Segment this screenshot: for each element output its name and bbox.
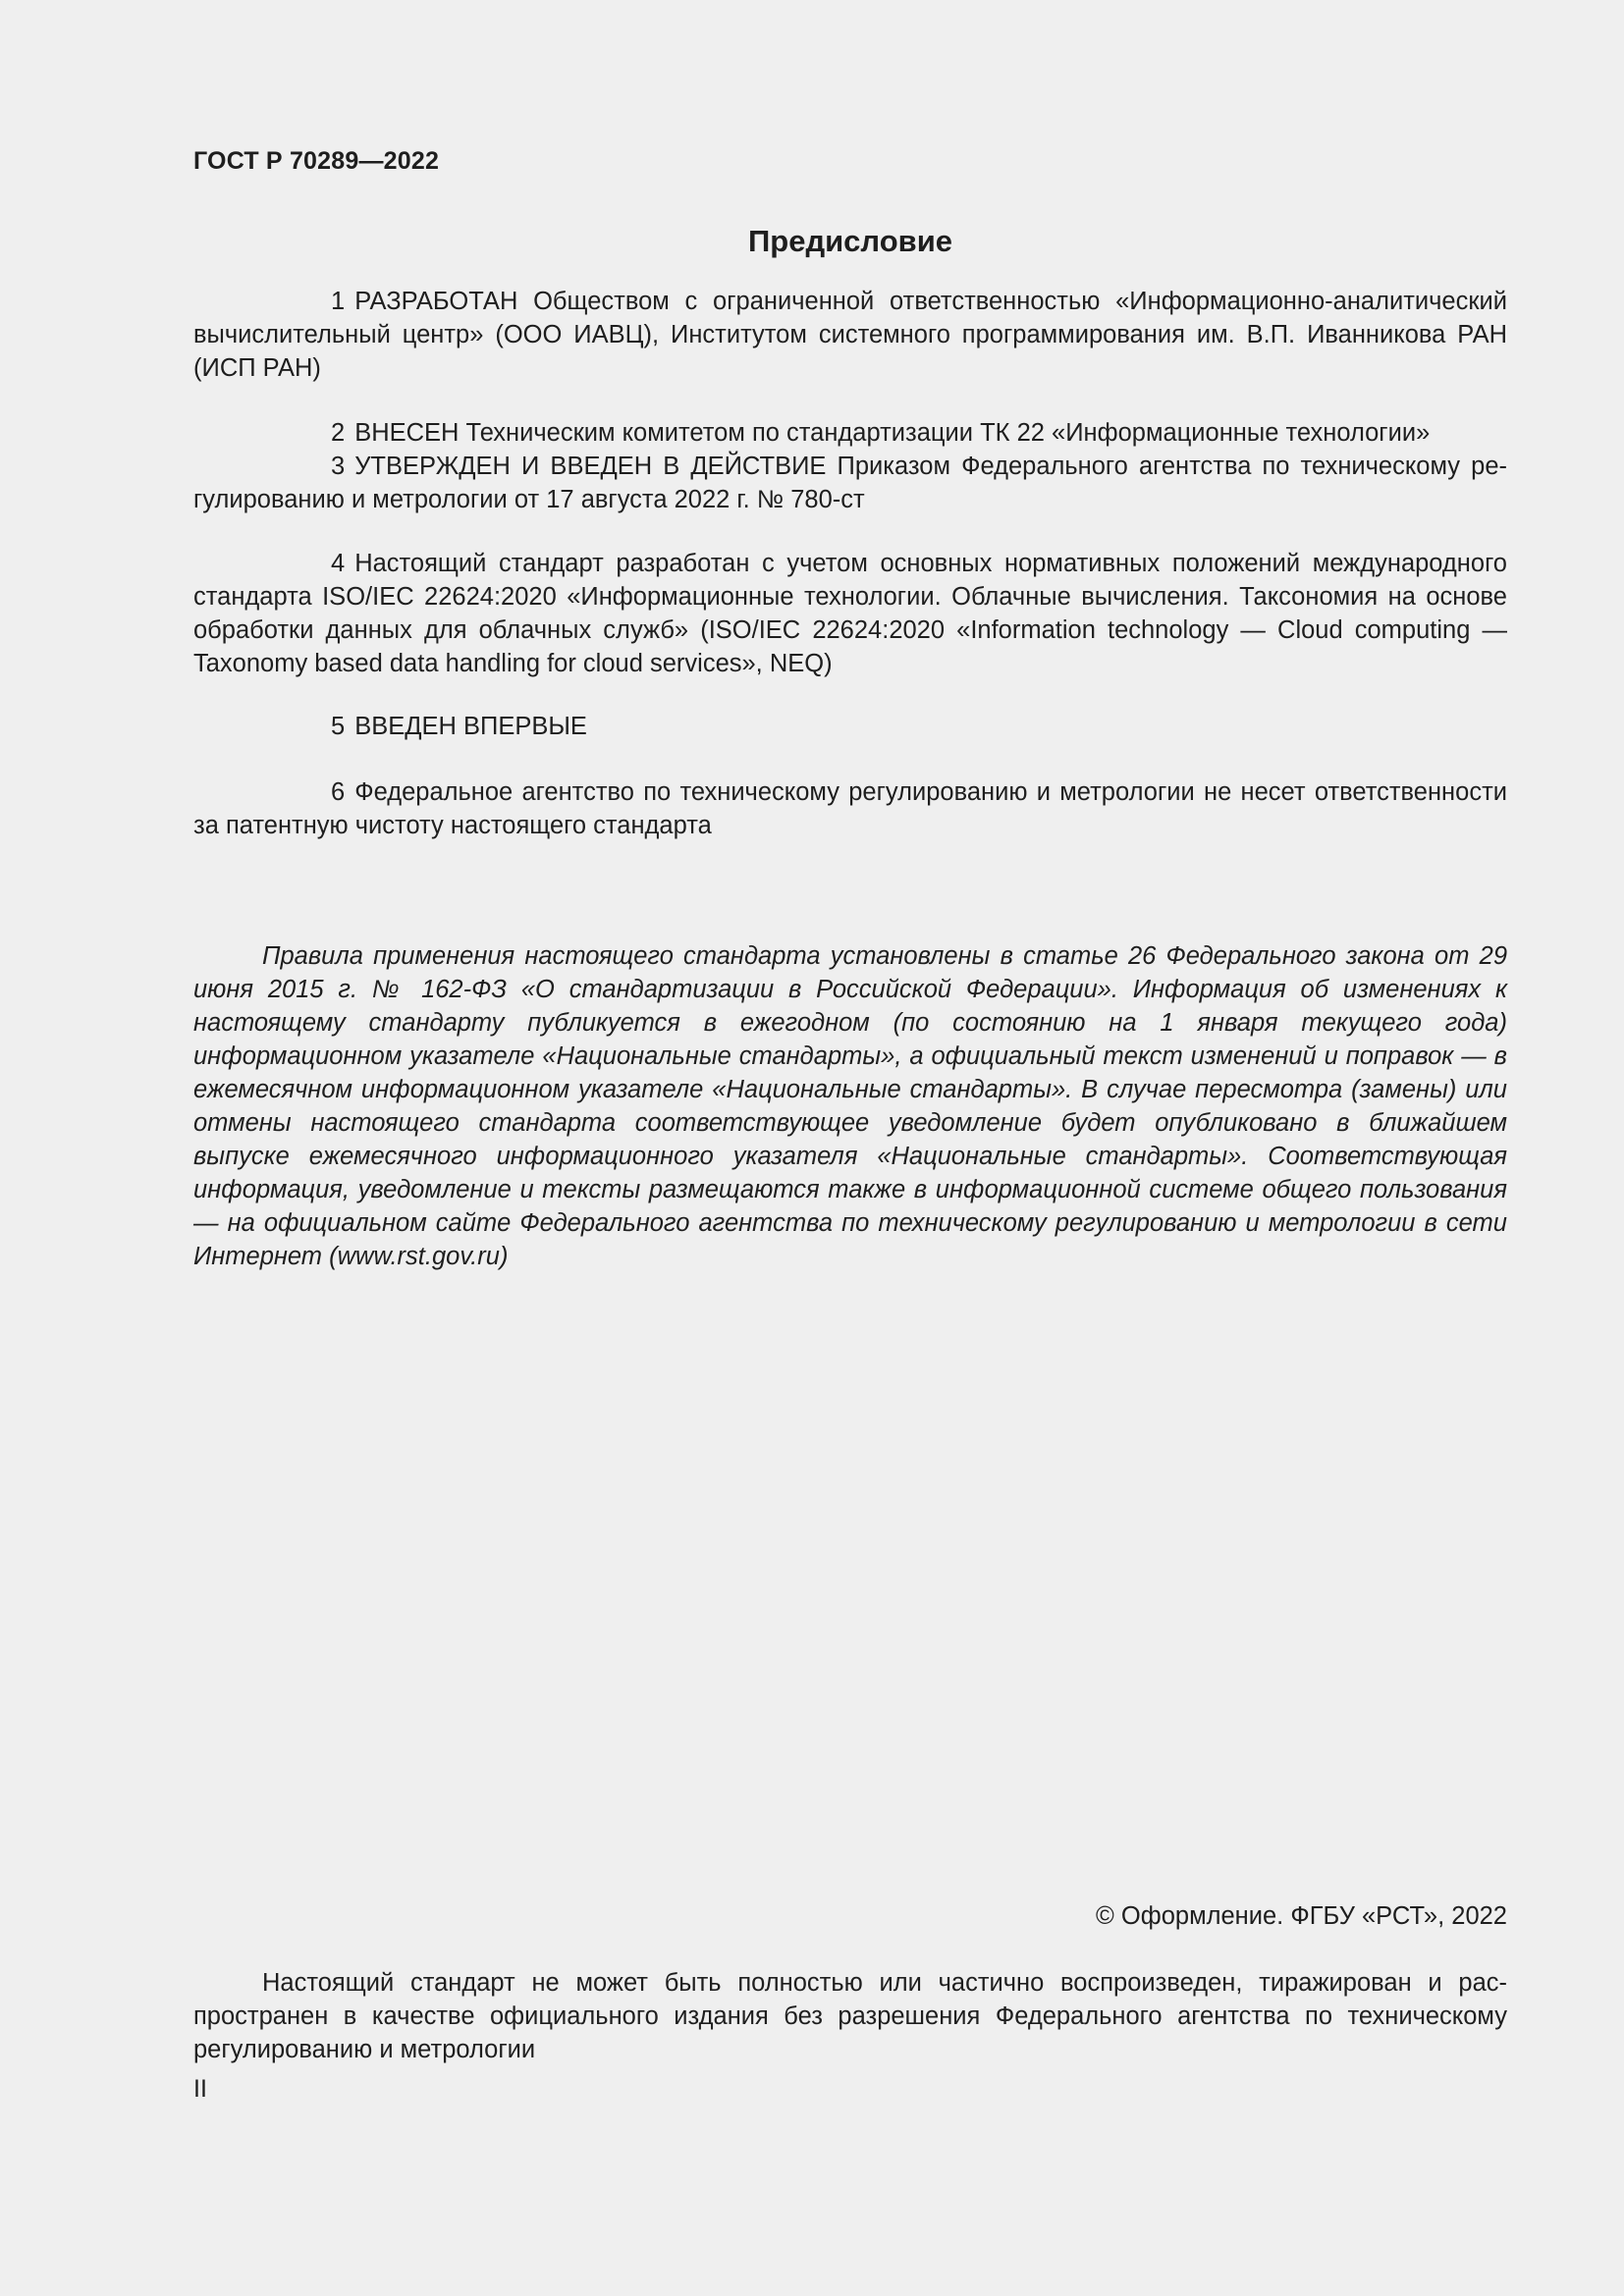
preface-item-5 — [193, 710, 1507, 743]
preface-item-number: 1 — [331, 288, 346, 315]
preface-item-4 — [193, 547, 1507, 680]
preface-item-number: 4 — [331, 550, 346, 577]
preface-item-3 — [193, 450, 1507, 516]
preface-item-number: 2 — [331, 419, 346, 447]
preface-item-text: УТВЕРЖДЕН И ВВЕДЕН В ДЕЙСТВИЕ Приказом Федерального агентства по техническому регулированию и метрологии от 17 августа 2022 г. № 780-ст — [193, 453, 1507, 513]
document-page — [193, 0, 1507, 2296]
preface-item-2 — [193, 416, 1507, 450]
preface-item-1 — [193, 285, 1507, 385]
preface-item-number: 3 — [331, 453, 346, 480]
application-rules-notice: Правила применения настоящего стандарта установлены в статье 26 Федерального закона от 29 июня 2015 г. № 162-ФЗ «О стандартизации в Российской Федерации». Информация об изменениях к настоящему стандарту публикуется в ежегодном (по состоянию на 1 января текущего года) информационном указателе «Национальные стандарты», а официальный текст изменений и поправок — в ежемесячном информационном указателе «Национальные стандарты». В случае пересмотра (замены) или отмены настоящего стандарта соответствующее уведомление будет опубликовано в ближайшем выпуске ежемесячного информационного указателя «Национальные стандарты». Соответствующая информация, уведомление и тексты размещаются также в информационной системе общего пользования — на официальном сайте Федерального агентства по техническому регулированию и метрологии в сети Интернет (www.rst.gov.ru) — [193, 942, 1507, 1270]
reproduction-restriction: Настоящий стандарт не может быть полностью или частично воспроизведен, тиражирован и распространен в качестве официального издания без разрешения Федерального агентства по техническому регулированию и метрологии — [193, 1969, 1507, 2063]
preface-item-text: РАЗРАБОТАН Обществом с ограниченной ответственностью «Информационно-аналитический вычислительный центр» (ООО ИАВЦ), Институтом системного программирования им. В.П. Иванникова РАН (ИСП РАН) — [193, 288, 1507, 382]
preface-item-6 — [193, 775, 1507, 842]
copyright-notice: © Оформление. ФГБУ «РСТ», 2022 — [1096, 1902, 1507, 1930]
preface-item-number: 5 — [331, 713, 346, 740]
preface-title: Предисловие — [747, 224, 952, 258]
document-code: ГОСТ Р 70289—2022 — [193, 147, 440, 175]
preface-item-text: Федеральное агентство по техническому регулированию и метрологии не несет ответственности за патентную чистоту настоящего стандарта — [193, 778, 1507, 839]
preface-item-number: 6 — [331, 778, 346, 806]
preface-item-text: Настоящий стандарт разработан с учетом основных нормативных положений международного стандарта ISO/IEC 22624:2020 «Информационные технологии. Облачные вычисления. Таксономия на основе обработки данных для облачных служб» (ISO/IEC 22624:2020 «Information technology — Cloud computing — Taxonomy based data handling for cloud services», NEQ) — [193, 550, 1507, 677]
preface-item-text: ВВЕДЕН ВПЕРВЫЕ — [354, 713, 587, 740]
preface-item-text: ВНЕСЕН Техническим комитетом по стандартизации ТК 22 «Информационные технологии» — [354, 419, 1431, 447]
page-number: II — [193, 2075, 207, 2103]
